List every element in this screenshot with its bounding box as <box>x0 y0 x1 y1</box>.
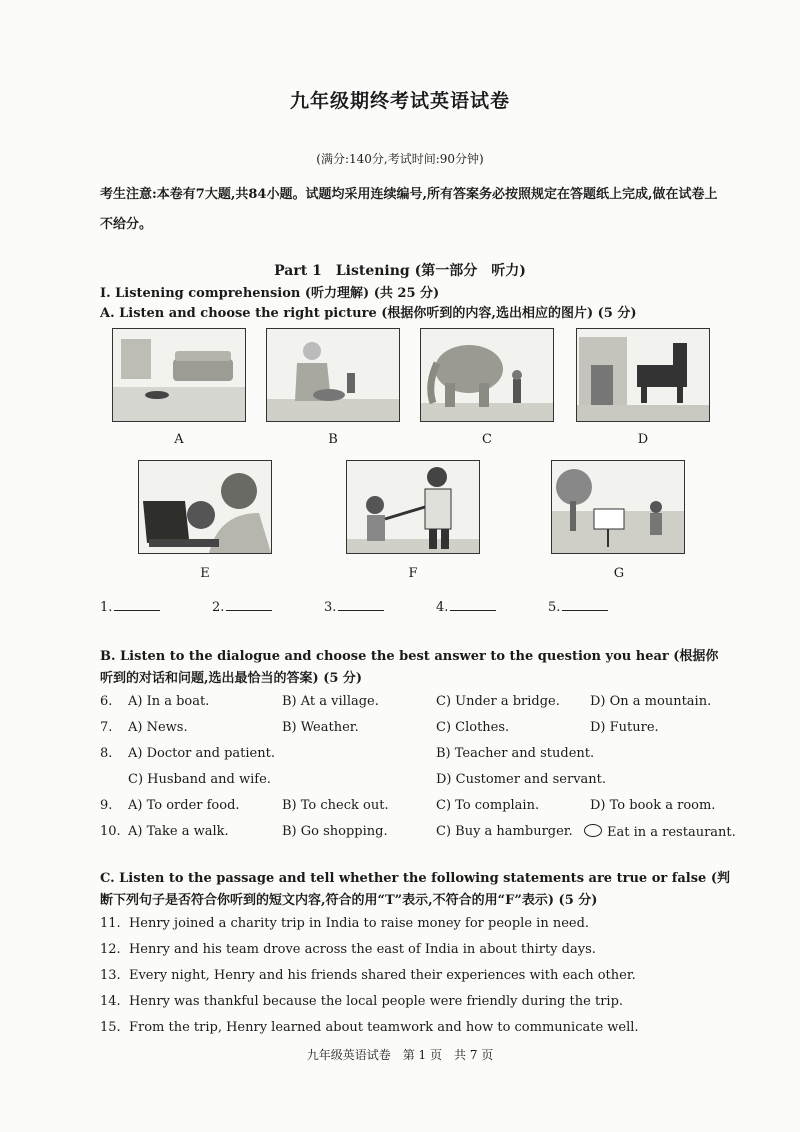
q8-option-d: D) Customer and servant. <box>436 772 607 787</box>
q8-option-a: A) Doctor and patient. <box>128 746 275 761</box>
picture-b-woman-cooking <box>266 328 400 422</box>
statement-14: 14. Henry was thankful because the local people were friendly during the trip. <box>100 994 624 1009</box>
q9-option-a: A) To order food. <box>128 798 240 813</box>
q10-option-b: B) Go shopping. <box>282 824 388 839</box>
statement-12: 12. Henry and his team drove across the east of India in about thirty days. <box>100 942 596 957</box>
section-I-title: I. Listening comprehension (听力理解) (共 25 分) <box>100 286 440 301</box>
part1-title: Part 1 Listening (第一部分 听力) <box>274 263 526 279</box>
section-A-title: A. Listen and choose the right picture (根据你听到的内容,选出相应的图片) (5 分) <box>100 306 637 321</box>
q8-option-b: B) Teacher and student. <box>436 746 595 761</box>
exam-subtitle: (满分:140分,考试时间:90分钟) <box>316 152 484 166</box>
picture-label-c: C <box>482 432 492 447</box>
q6-option-c: C) Under a bridge. <box>436 694 560 709</box>
exam-title: 九年级期终考试英语试卷 <box>289 90 510 112</box>
picture-c-elephant <box>420 328 554 422</box>
exam-notice: 考生注意:本卷有7大题,共84小题。试题均采用连续编号,所有答案务必按照规定在答题纸上完成,做在试卷上不给分。 <box>100 187 718 232</box>
picture-label-e: E <box>200 566 210 581</box>
statement-13: 13. Every night, Henry and his friends shared their experiences with each other. <box>100 968 636 983</box>
question-8-number: 8. <box>100 746 113 761</box>
handwritten-circle-mark <box>584 824 602 837</box>
q9-option-c: C) To complain. <box>436 798 540 813</box>
q6-option-b: B) At a village. <box>282 694 379 709</box>
answer-blank-1[interactable]: 1. <box>100 600 160 615</box>
picture-d-trojan-horse <box>576 328 710 422</box>
q7-option-c: C) Clothes. <box>436 720 510 735</box>
page-footer: 九年级英语试卷 第 1 页 共 7 页 <box>306 1048 494 1062</box>
question-9-number: 9. <box>100 798 113 813</box>
question-10-number: 10. <box>100 824 121 839</box>
picture-g-park-sign <box>551 460 685 554</box>
picture-label-a: A <box>174 432 184 447</box>
picture-a-living-room <box>112 328 246 422</box>
answer-blank-3[interactable]: 3. <box>324 600 384 615</box>
question-7-number: 7. <box>100 720 113 735</box>
q10-option-c: C) Buy a hamburger. <box>436 824 573 839</box>
q6-option-d: D) On a mountain. <box>590 694 712 709</box>
section-C-title: C. Listen to the passage and tell whether the following statements are true or false (判断下列句子是否符合你听到的短文内容,符合的用“T”表示,不符合的用“F”表示) (5 分) <box>100 871 730 908</box>
section-B-title: B. Listen to the dialogue and choose the best answer to the question you hear (根据你听到的对话和问题,选出最恰当的答案) (5 分) <box>100 649 719 686</box>
q7-option-a: A) News. <box>128 720 188 735</box>
q9-option-b: B) To check out. <box>282 798 389 813</box>
q10-option-a: A) Take a walk. <box>128 824 229 839</box>
statement-15: 15. From the trip, Henry learned about teamwork and how to communicate well. <box>100 1020 639 1035</box>
picture-label-f: F <box>408 566 418 581</box>
picture-label-b: B <box>328 432 338 447</box>
picture-f-handshake <box>346 460 480 554</box>
answer-blank-2[interactable]: 2. <box>212 600 272 615</box>
q8-option-c: C) Husband and wife. <box>128 772 271 787</box>
q7-option-d: D) Future. <box>590 720 659 735</box>
answer-blank-4[interactable]: 4. <box>436 600 496 615</box>
q9-option-d: D) To book a room. <box>590 798 716 813</box>
picture-label-g: G <box>613 566 625 581</box>
q10-option-d: Eat in a restaurant. <box>584 824 736 840</box>
q7-option-b: B) Weather. <box>282 720 359 735</box>
q6-option-a: A) In a boat. <box>128 694 210 709</box>
picture-label-d: D <box>637 432 649 447</box>
picture-e-laptop <box>138 460 272 554</box>
answer-blank-5[interactable]: 5. <box>548 600 608 615</box>
question-6-number: 6. <box>100 694 113 709</box>
statement-11: 11. Henry joined a charity trip in India to raise money for people in need. <box>100 916 590 931</box>
